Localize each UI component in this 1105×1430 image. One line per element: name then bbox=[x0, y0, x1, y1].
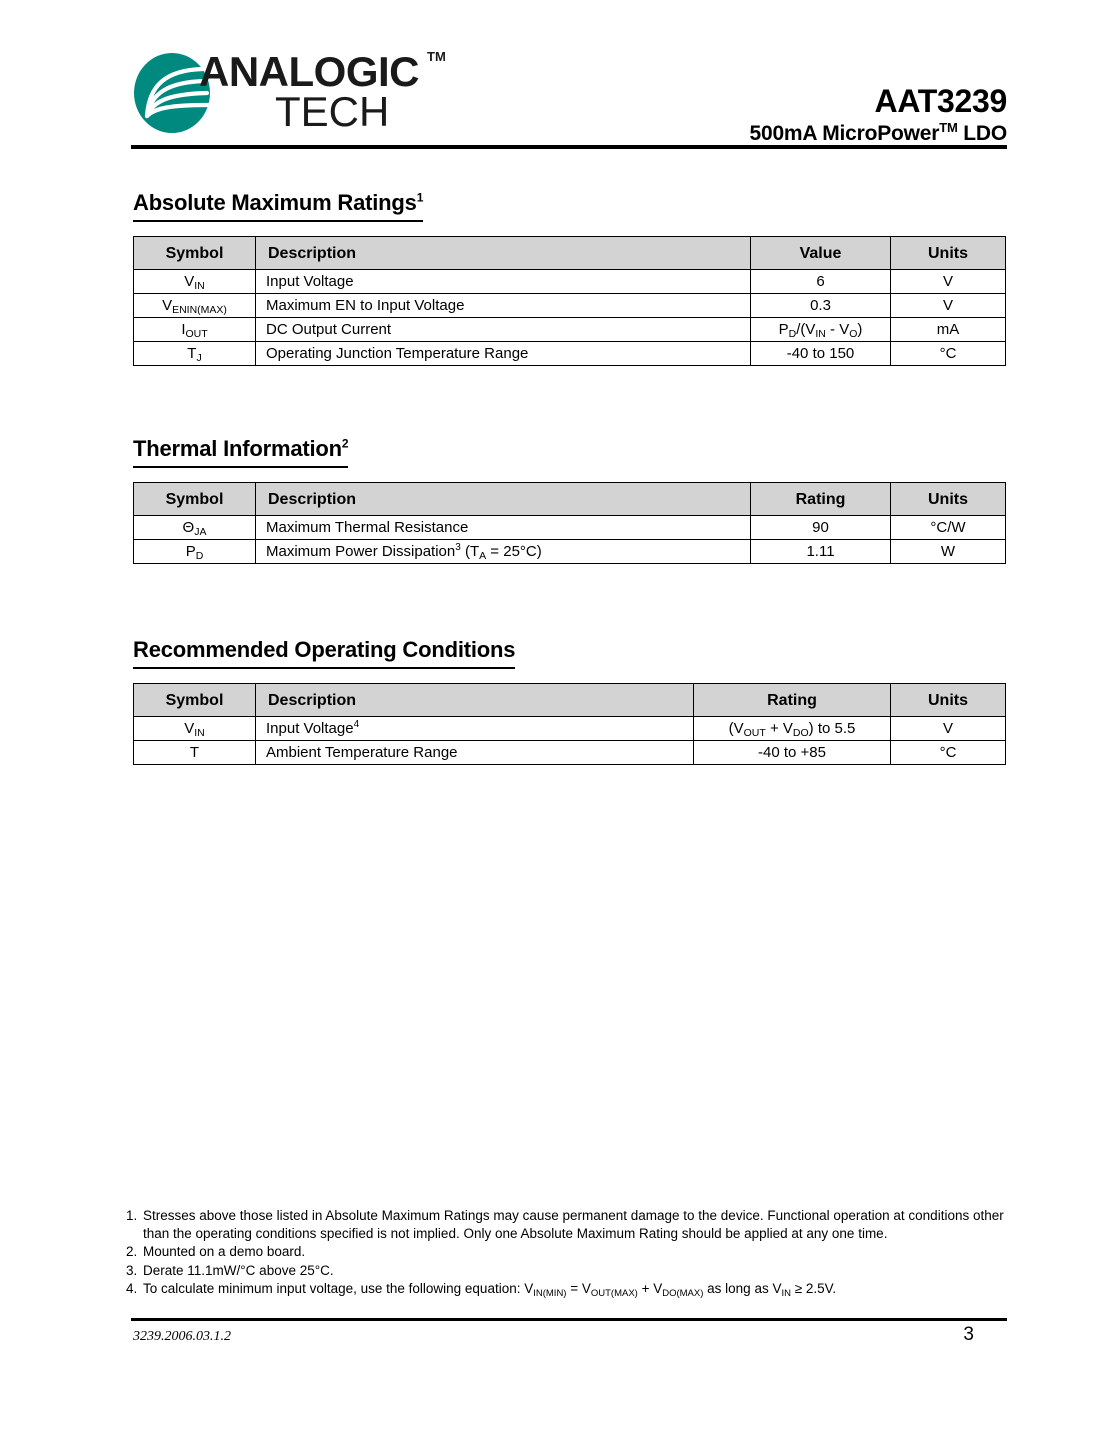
symbol-subscript: OUT bbox=[185, 328, 208, 340]
cell-units: °C bbox=[891, 741, 1006, 765]
table-row bbox=[134, 540, 1006, 564]
footnote-number: 1. bbox=[126, 1208, 138, 1223]
cell-description: Ambient Temperature Range bbox=[256, 741, 694, 765]
cell-rating: 1.11 bbox=[751, 540, 891, 564]
cell-description: Operating Junction Temperature Range bbox=[256, 342, 751, 366]
table-header-row bbox=[134, 483, 1006, 516]
cell-symbol bbox=[134, 342, 256, 366]
footnote-text: Mounted on a demo board. bbox=[143, 1244, 306, 1259]
page-number: 3 bbox=[963, 1324, 974, 1345]
column-header-symbol: Symbol bbox=[134, 684, 256, 717]
footnote-item bbox=[126, 1280, 1008, 1298]
table-header-row bbox=[134, 684, 1006, 717]
part-subtitle bbox=[749, 122, 1007, 145]
section-thermal-information bbox=[133, 436, 1006, 564]
section-recommended-operating-conditions bbox=[133, 637, 1006, 765]
table-header-row bbox=[134, 237, 1006, 270]
logo-wordmark bbox=[199, 46, 449, 142]
table-row bbox=[134, 318, 1006, 342]
cell-units: V bbox=[891, 270, 1006, 294]
part-subtitle-text: 500mA MicroPower bbox=[749, 122, 940, 145]
section-title-absolute-maximum-ratings bbox=[133, 190, 423, 222]
symbol-base: I bbox=[181, 321, 186, 338]
cell-description-rich: Maximum Power Dissipation$^3$ $(T_A = 25^\circ C)$ bbox=[256, 540, 751, 564]
table-row bbox=[134, 516, 1006, 540]
cell-symbol bbox=[134, 318, 256, 342]
section-title-thermal-information bbox=[133, 436, 348, 468]
column-header-rating: Rating bbox=[751, 483, 891, 516]
symbol-base: Θ bbox=[182, 519, 195, 536]
table-thermal-information bbox=[133, 482, 1006, 564]
column-header-description: Description bbox=[256, 237, 751, 270]
cell-symbol: T bbox=[134, 741, 256, 765]
part-number-title: AAT3239 bbox=[874, 83, 1007, 119]
symbol-base: V bbox=[184, 720, 195, 737]
symbol-subscript: D bbox=[195, 550, 204, 562]
symbol-base: P bbox=[185, 543, 196, 560]
footnote-text-rich: To calculate minimum input voltage, use the following equation: $V_{IN(MIN)} = V_{OUT(MAX)} + V_{DO(MAX)}$ as long as $V_{IN} \ge 2.5V$. bbox=[143, 1281, 837, 1299]
footnote-text: Derate 11.1mW/°C above 25°C. bbox=[143, 1262, 334, 1278]
column-header-units: Units bbox=[891, 684, 1006, 717]
symbol-subscript: IN bbox=[194, 727, 205, 739]
column-header-value: Value bbox=[751, 237, 891, 270]
table-row bbox=[134, 294, 1006, 318]
table-absolute-maximum-ratings bbox=[133, 236, 1006, 366]
cell-value: -40 to 150 bbox=[751, 342, 891, 366]
cell-symbol bbox=[134, 717, 256, 741]
header-divider bbox=[131, 145, 1007, 149]
footnote-text: Stresses above those listed in Absolute Maximum Ratings may cause permanent damage to the device. Functional operation at conditions other than the operating conditions specified is not implied. Only one Absolute Maximum Rating should be applied at any one time. bbox=[143, 1208, 1004, 1241]
symbol-base: V bbox=[184, 273, 195, 290]
cell-value-formula: $P_D/(V_{IN} - V_O)$ bbox=[751, 318, 891, 342]
footnotes-block bbox=[126, 1207, 1008, 1299]
cell-rating: -40 to +85 bbox=[694, 741, 891, 765]
column-header-description: Description bbox=[256, 483, 751, 516]
column-header-symbol: Symbol bbox=[134, 483, 256, 516]
cell-value: 6 bbox=[751, 270, 891, 294]
cell-units: V bbox=[891, 294, 1006, 318]
section-title-text: Absolute Maximum Ratings bbox=[133, 190, 417, 215]
footnote-item bbox=[126, 1207, 1008, 1242]
cell-symbol bbox=[134, 516, 256, 540]
cell-value: 0.3 bbox=[751, 294, 891, 318]
table-row bbox=[134, 270, 1006, 294]
footnote-number: 3. bbox=[126, 1262, 138, 1278]
section-absolute-maximum-ratings bbox=[133, 190, 1006, 366]
column-header-units: Units bbox=[891, 237, 1006, 270]
cell-rating-formula: $(V_{OUT} + V_{DO})$ to 5.5 bbox=[694, 717, 891, 741]
footnote-number: 4. bbox=[126, 1281, 138, 1296]
part-subtitle-trademark-icon: TM bbox=[939, 120, 958, 135]
cell-units: W bbox=[891, 540, 1006, 564]
cell-units: °C bbox=[891, 342, 1006, 366]
page-header bbox=[131, 42, 1007, 145]
cell-description: DC Output Current bbox=[256, 318, 751, 342]
logo-line-tech: TECH bbox=[275, 88, 390, 135]
symbol-subscript: ENIN(MAX) bbox=[172, 304, 227, 316]
section-title-text: Recommended Operating Conditions bbox=[133, 637, 516, 662]
footer-divider bbox=[131, 1318, 1007, 1321]
symbol-subscript: IN bbox=[194, 280, 205, 292]
section-title-text: Thermal Information bbox=[133, 436, 342, 461]
cell-symbol bbox=[134, 270, 256, 294]
symbol-subscript: JA bbox=[194, 526, 207, 538]
cell-rating: 90 bbox=[751, 516, 891, 540]
symbol-base: T bbox=[187, 345, 197, 362]
cell-description-rich: Input Voltage$^4$ bbox=[256, 717, 694, 741]
footnote-number: 2. bbox=[126, 1244, 138, 1259]
cell-description: Maximum EN to Input Voltage bbox=[256, 294, 751, 318]
column-header-rating: Rating bbox=[694, 684, 891, 717]
symbol-base: V bbox=[162, 297, 173, 314]
column-header-symbol: Symbol bbox=[134, 237, 256, 270]
cell-units: V bbox=[891, 717, 1006, 741]
part-subtitle-suffix: LDO bbox=[957, 122, 1007, 145]
section-title-footnote-ref: 2 bbox=[341, 436, 349, 451]
table-row bbox=[134, 717, 1006, 741]
column-header-description: Description bbox=[256, 684, 694, 717]
footnote-item bbox=[126, 1243, 1008, 1261]
document-code: 3239.2006.03.1.2 bbox=[133, 1329, 231, 1344]
table-row bbox=[134, 342, 1006, 366]
company-logo bbox=[131, 46, 451, 142]
section-title-footnote-ref: 1 bbox=[416, 190, 424, 205]
table-recommended-operating-conditions bbox=[133, 683, 1006, 765]
section-title-recommended-operating-conditions bbox=[133, 637, 515, 669]
cell-units: °C/W bbox=[891, 516, 1006, 540]
cell-description: Input Voltage bbox=[256, 270, 751, 294]
cell-units: mA bbox=[891, 318, 1006, 342]
column-header-units: Units bbox=[891, 483, 1006, 516]
cell-symbol bbox=[134, 540, 256, 564]
footnote-item bbox=[126, 1262, 1008, 1280]
logo-line-analogic: ANALOGIC bbox=[199, 48, 419, 95]
cell-symbol bbox=[134, 294, 256, 318]
logo-trademark-icon: TM bbox=[427, 49, 446, 64]
cell-description: Maximum Thermal Resistance bbox=[256, 516, 751, 540]
symbol-subscript: J bbox=[196, 352, 202, 364]
table-row bbox=[134, 741, 1006, 765]
